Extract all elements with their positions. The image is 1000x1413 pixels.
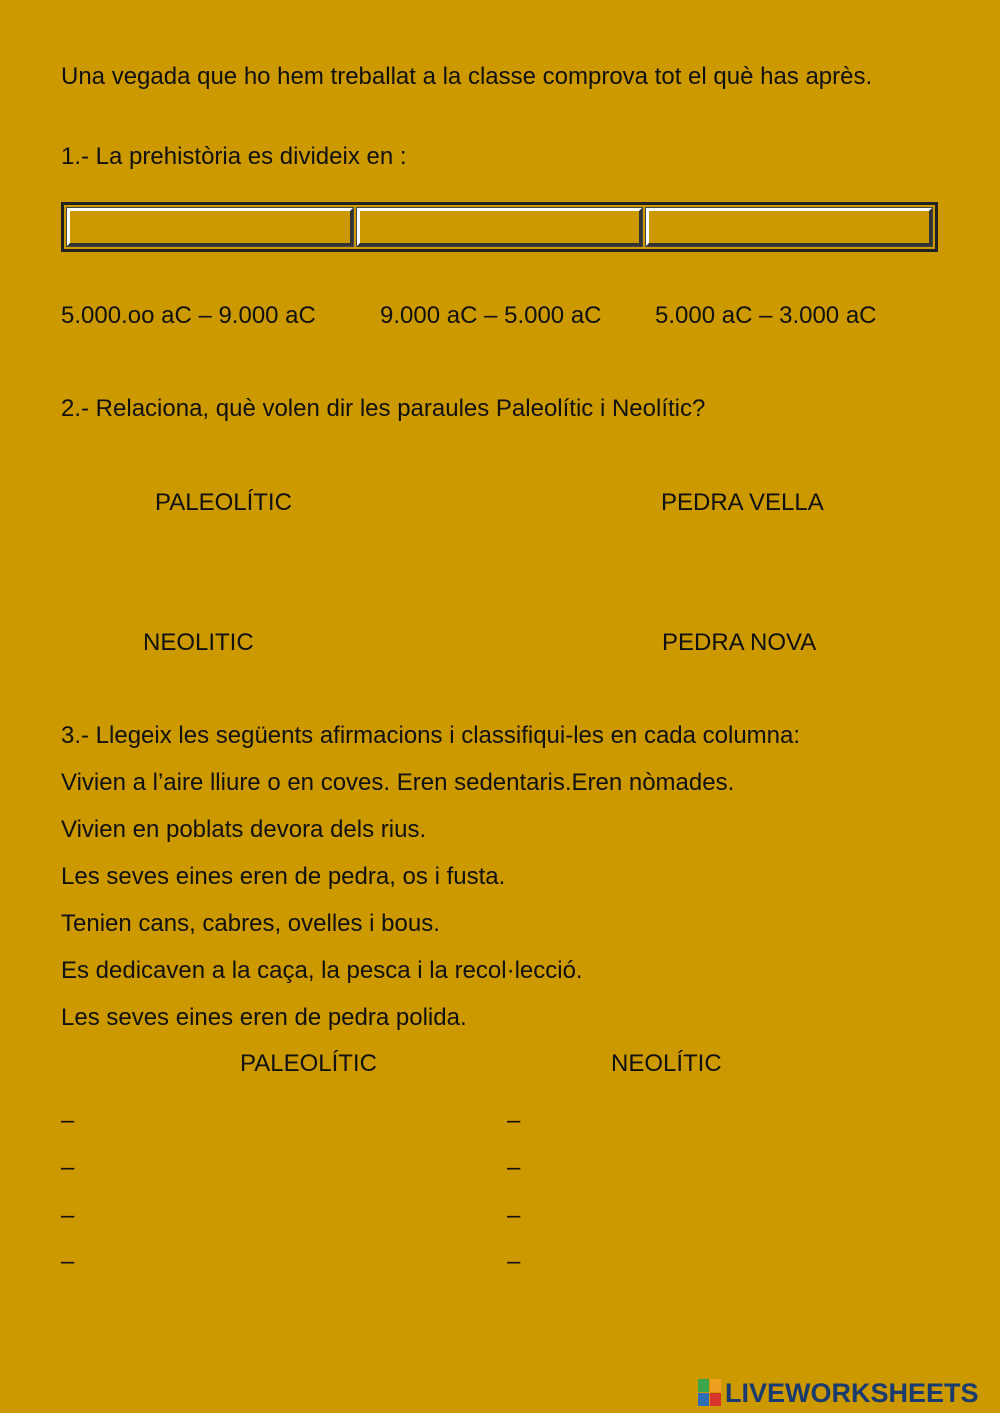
q1-prompt: 1.- La prehistòria es divideix en :	[61, 143, 407, 170]
q3-column-header-neolitic: NEOLÍTIC	[611, 1050, 722, 1077]
intro-text: Una vegada que ho hem treballat a la classe comprova tot el què has après.	[61, 63, 873, 90]
q3-paleolitic-slot[interactable]: –	[61, 1202, 75, 1229]
liveworksheets-logo	[698, 1377, 979, 1409]
q2-prompt: 2.- Relaciona, què volen dir les paraules Paleolític i Neolític?	[61, 395, 706, 422]
q1-answer-box-3[interactable]	[646, 208, 932, 246]
q2-meaning-pedra-nova[interactable]: PEDRA NOVA	[662, 629, 817, 656]
q3-paleolitic-slot[interactable]: –	[61, 1248, 75, 1275]
q3-neolitic-slot[interactable]: –	[507, 1154, 521, 1181]
q1-answer-table	[61, 202, 938, 252]
q1-answer-box-2[interactable]	[357, 208, 643, 246]
q3-statement[interactable]: Vivien en poblats devora dels rius.	[61, 816, 427, 843]
q3-statement[interactable]: Les seves eines eren de pedra polida.	[61, 1004, 467, 1031]
q1-option-1[interactable]: 5.000.oo aC – 9.000 aC	[61, 302, 316, 329]
q2-term-neolitic[interactable]: NEOLITIC	[143, 629, 254, 656]
q3-statement[interactable]: Tenien cans, cabres, ovelles i bous.	[61, 910, 440, 937]
q3-paleolitic-slot[interactable]: –	[61, 1154, 75, 1181]
q3-statement[interactable]: Es dedicaven a la caça, la pesca i la recol·lecció.	[61, 957, 583, 984]
q3-column-header-paleolitic: PALEOLÍTIC	[240, 1050, 377, 1077]
q2-meaning-pedra-vella[interactable]: PEDRA VELLA	[661, 489, 824, 516]
liveworksheets-logo-icon	[698, 1379, 722, 1407]
q3-neolitic-slot[interactable]: –	[507, 1202, 521, 1229]
q3-statement[interactable]: Les seves eines eren de pedra, os i fusta.	[61, 863, 506, 890]
liveworksheets-logo-text: LIVEWORKSHEETS	[725, 1377, 979, 1408]
q3-neolitic-slot[interactable]: –	[507, 1248, 521, 1275]
q2-term-paleolitic[interactable]: PALEOLÍTIC	[155, 489, 292, 516]
q1-option-3[interactable]: 5.000 aC – 3.000 aC	[655, 302, 877, 329]
q3-neolitic-slot[interactable]: –	[507, 1107, 521, 1134]
q1-option-2[interactable]: 9.000 aC – 5.000 aC	[380, 302, 602, 329]
q3-statement[interactable]: Vivien a l’aire lliure o en coves. Eren sedentaris.Eren nòmades.	[61, 769, 735, 796]
q1-answer-box-1[interactable]	[67, 208, 353, 246]
q3-paleolitic-slot[interactable]: –	[61, 1107, 75, 1134]
q3-prompt: 3.- Llegeix les següents afirmacions i classifiqui-les en cada columna:	[61, 722, 801, 749]
